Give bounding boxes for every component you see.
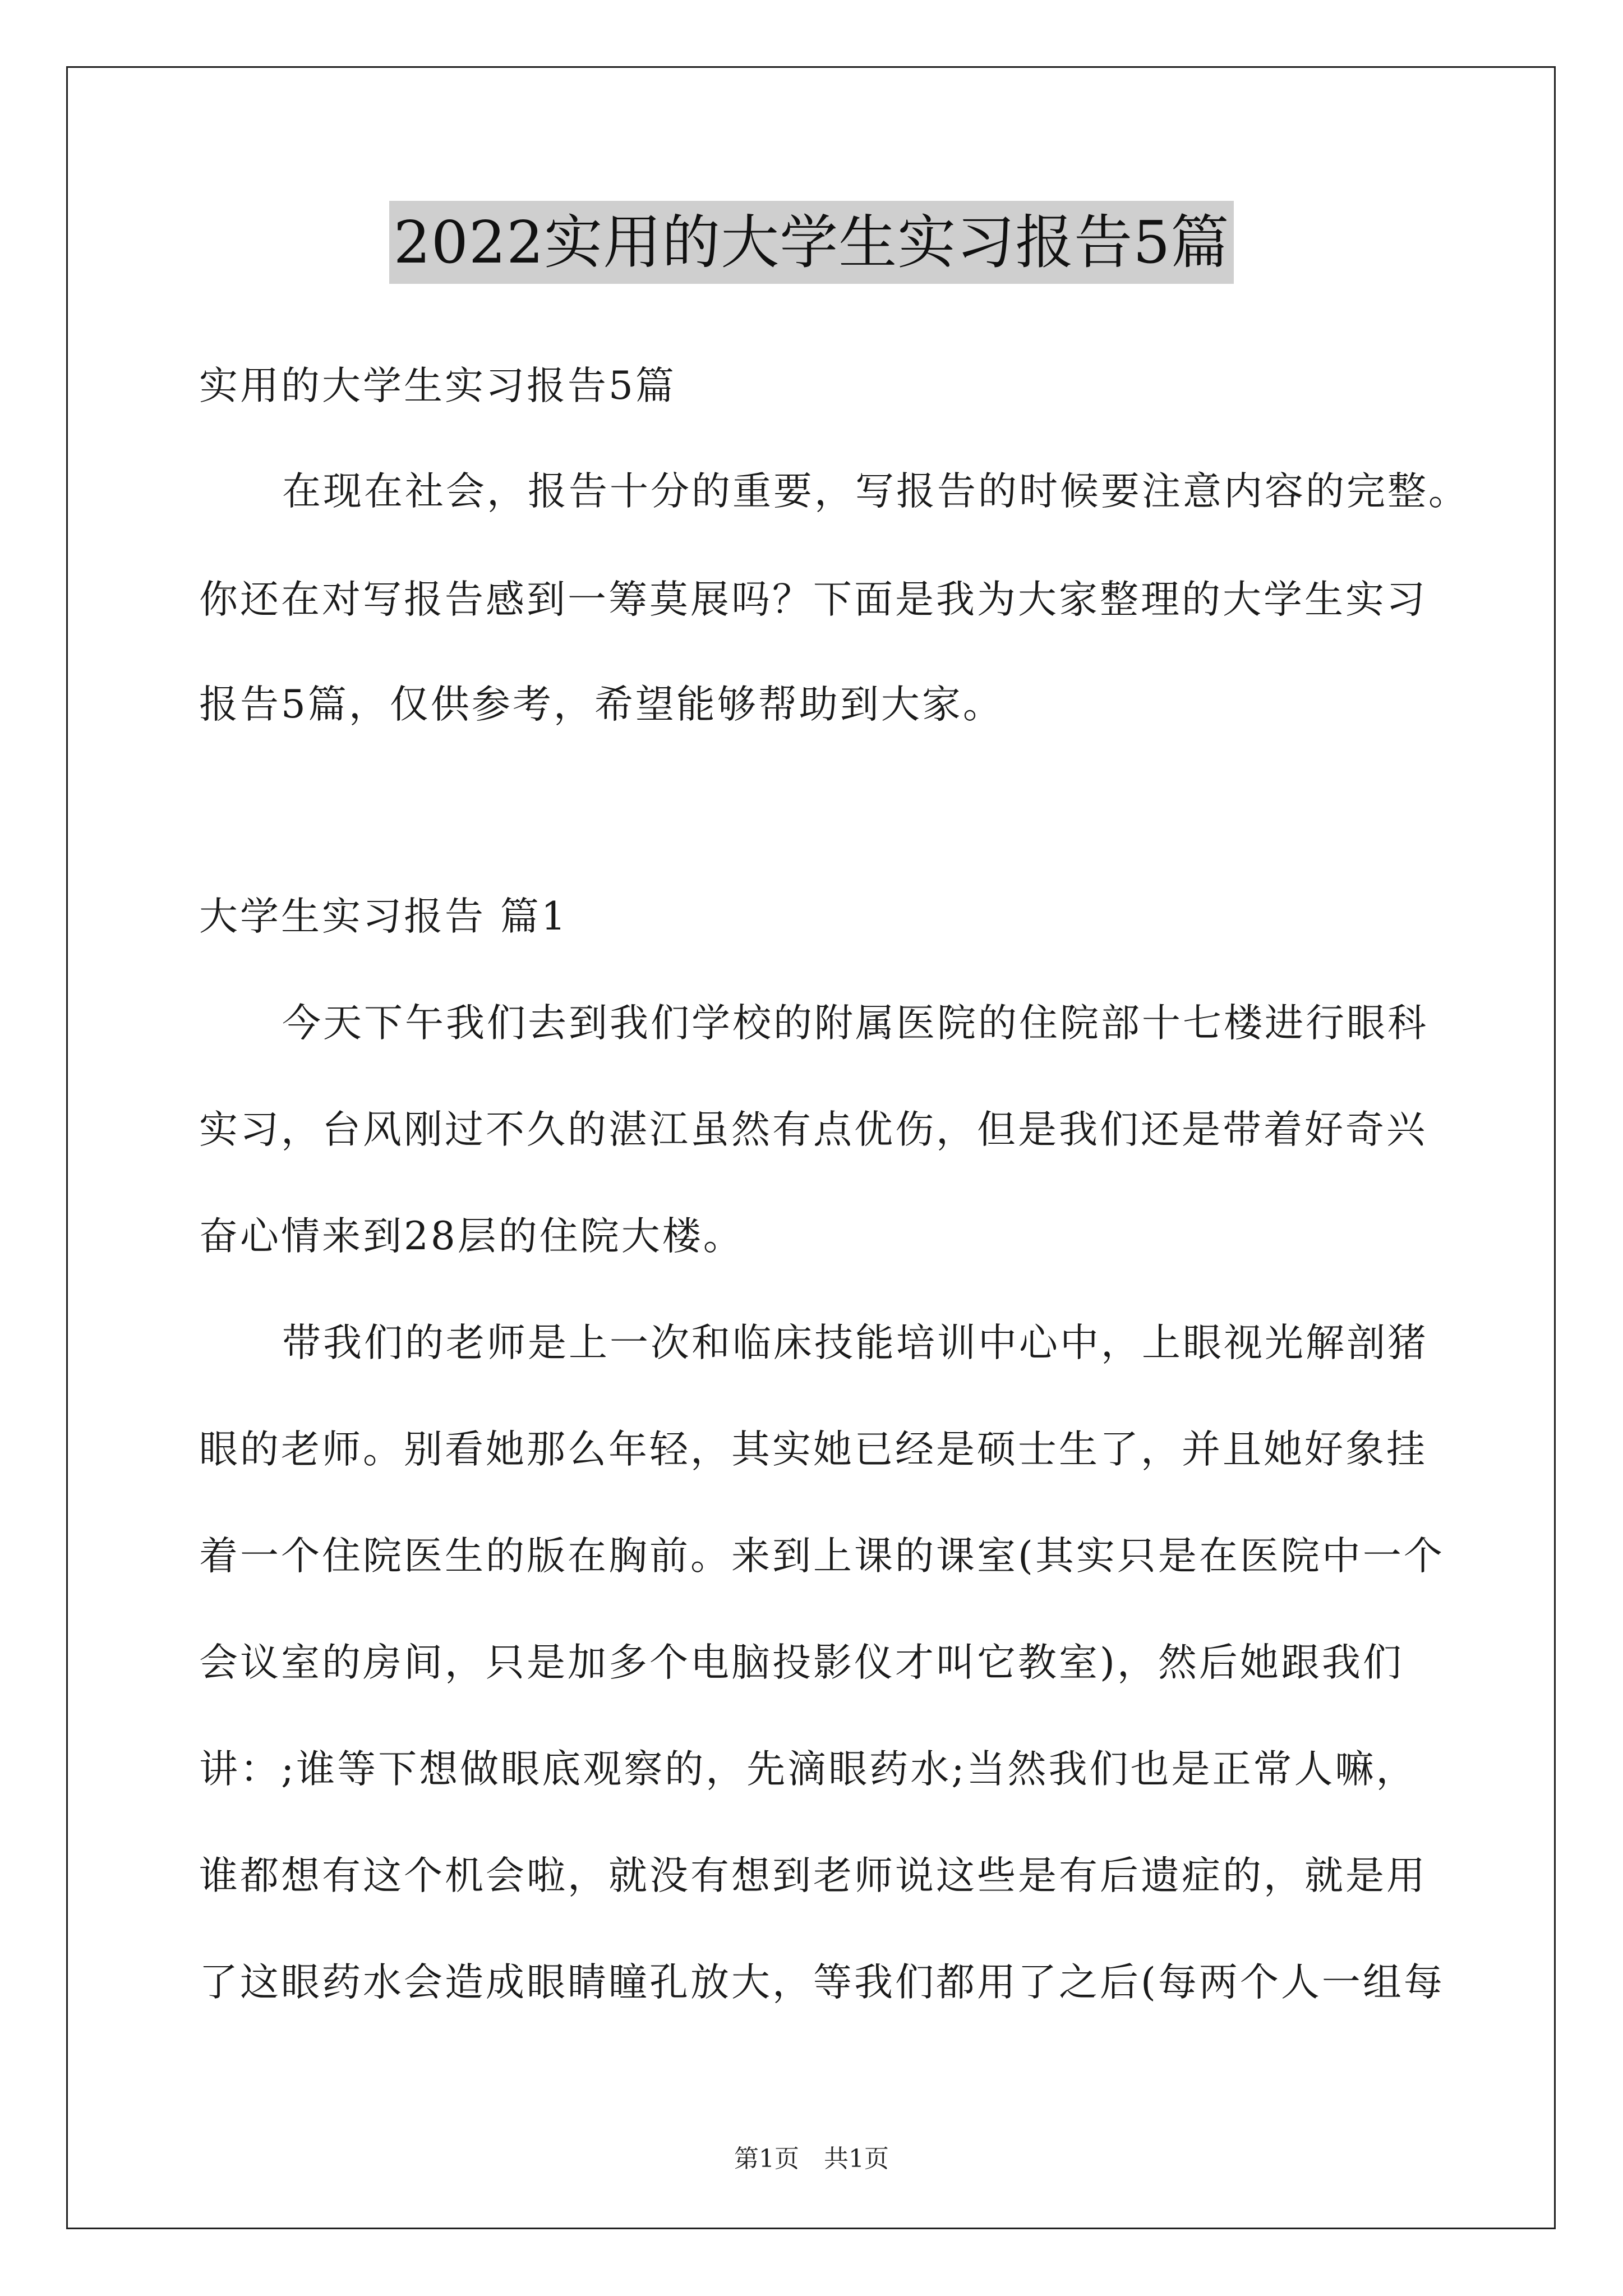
paragraph1-line-1: 今天下午我们去到我们学校的附属医院的住院部十七楼进行眼科 [282,1001,1428,1046]
intro-line-3: 报告5篇，仅供参考，希望能够帮助到大家。 [199,682,1004,727]
paragraph1-line-3: 奋心情来到28层的住院大楼。 [199,1214,744,1259]
paragraph2-line-3: 着一个住院医生的版在胸前。来到上课的课室(其实只是在医院中一个 [199,1534,1445,1579]
intro-line-1: 在现在社会，报告十分的重要，写报告的时候要注意内容的完整。 [282,469,1469,514]
paragraph2-line-7: 了这眼药水会造成眼睛瞳孔放大，等我们都用了之后(每两个人一组每 [199,1960,1445,2005]
title-container [0,201,1623,284]
paragraph2-line-4: 会议室的房间，只是加多个电脑投影仪才叫它教室)，然后她跟我们 [199,1640,1404,1685]
document-title: 2022实用的大学生实习报告5篇 [389,201,1234,284]
paragraph2-line-2: 眼的老师。别看她那么年轻，其实她已经是硕士生了，并且她好象挂 [199,1427,1427,1472]
intro-line-2: 你还在对写报告感到一筹莫展吗？下面是我为大家整理的大学生实习 [199,577,1427,622]
subtitle: 实用的大学生实习报告5篇 [199,364,676,408]
paragraph2-line-1: 带我们的老师是上一次和临床技能培训中心中，上眼视光解剖猪 [282,1320,1428,1365]
page-number-label: 第1页 共1页 [734,2145,889,2173]
paragraph2-line-6: 谁都想有这个机会啦，就没有想到老师说这些是有后遗症的，就是用 [199,1853,1427,1898]
paragraph2-line-5: 讲：;谁等下想做眼底观察的，先滴眼药水;当然我们也是正常人嘛， [199,1747,1417,1792]
paragraph1-line-2: 实习，台风刚过不久的湛江虽然有点优伤，但是我们还是带着好奇兴 [199,1107,1427,1152]
section-heading: 大学生实习报告 篇1 [199,894,568,939]
page-footer [0,2138,1623,2174]
